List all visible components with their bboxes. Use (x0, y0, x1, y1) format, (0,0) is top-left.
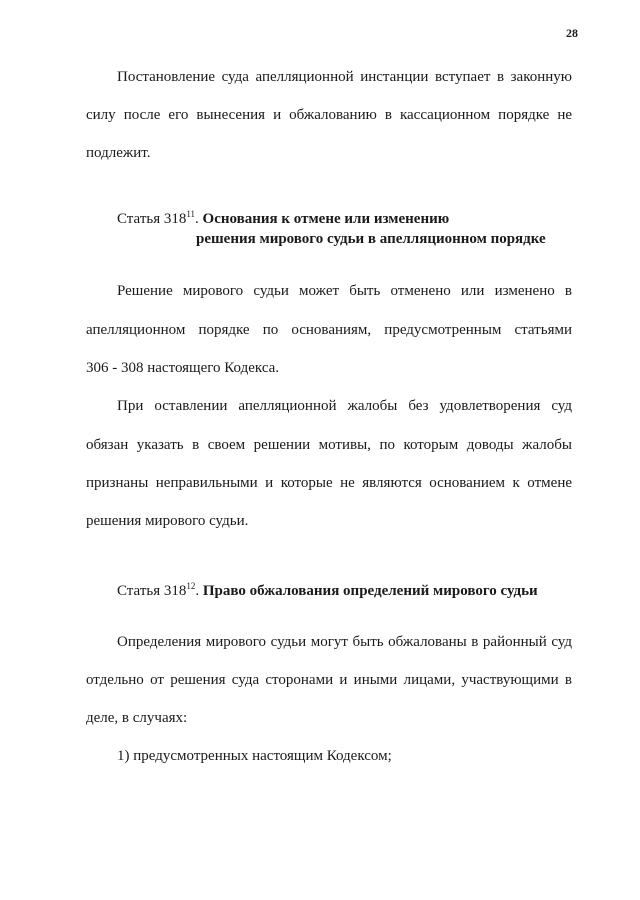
paragraph-line: апелляционном порядке по основаниям, предусмотренным статьями (86, 322, 572, 338)
article-heading (117, 581, 538, 601)
paragraph-line: Определения мирового судьи могут быть обжалованы в районный суд (117, 634, 572, 650)
paragraph-line: Решение мирового судьи может быть отменено или изменено в (117, 283, 572, 299)
paragraph-line: обязан указать в своем решении мотивы, по которым доводы жалобы (86, 437, 572, 453)
article-prefix: Статья 318 (117, 211, 187, 227)
paragraph-line: подлежит. (86, 145, 151, 161)
paragraph-line: признаны неправильными и которые не являются основанием к отмене (86, 475, 572, 491)
paragraph-line: При оставлении апелляционной жалобы без удовлетворения суд (117, 398, 572, 414)
paragraph-line: Постановление суда апелляционной инстанции вступает в законную (117, 69, 572, 85)
article-heading (117, 209, 449, 229)
article-number-superscript: 12 (186, 581, 196, 591)
article-prefix: Статья 318 (117, 583, 187, 599)
article-number-superscript: 11 (186, 209, 196, 219)
article-title: Основания к отмене или изменению (202, 211, 450, 227)
article-title-continuation: решения мирового судьи в апелляционном порядке (196, 231, 546, 247)
paragraph-line: силу после его вынесения и обжалованию в кассационном порядке не (86, 107, 572, 123)
page-number: 28 (566, 26, 578, 40)
paragraph-line: отдельно от решения суда сторонами и иными лицами, участвующими в (86, 672, 572, 688)
article-title: Право обжалования определений мирового судьи (202, 583, 538, 599)
paragraph-line: решения мирового судьи. (86, 513, 249, 529)
article-dot: . (195, 211, 199, 227)
list-item: 1) предусмотренных настоящим Кодексом; (117, 748, 392, 764)
article-dot: . (195, 583, 200, 599)
paragraph-line: 306 - 308 настоящего Кодекса. (86, 360, 280, 376)
paragraph-line: деле, в случаях: (86, 710, 188, 726)
